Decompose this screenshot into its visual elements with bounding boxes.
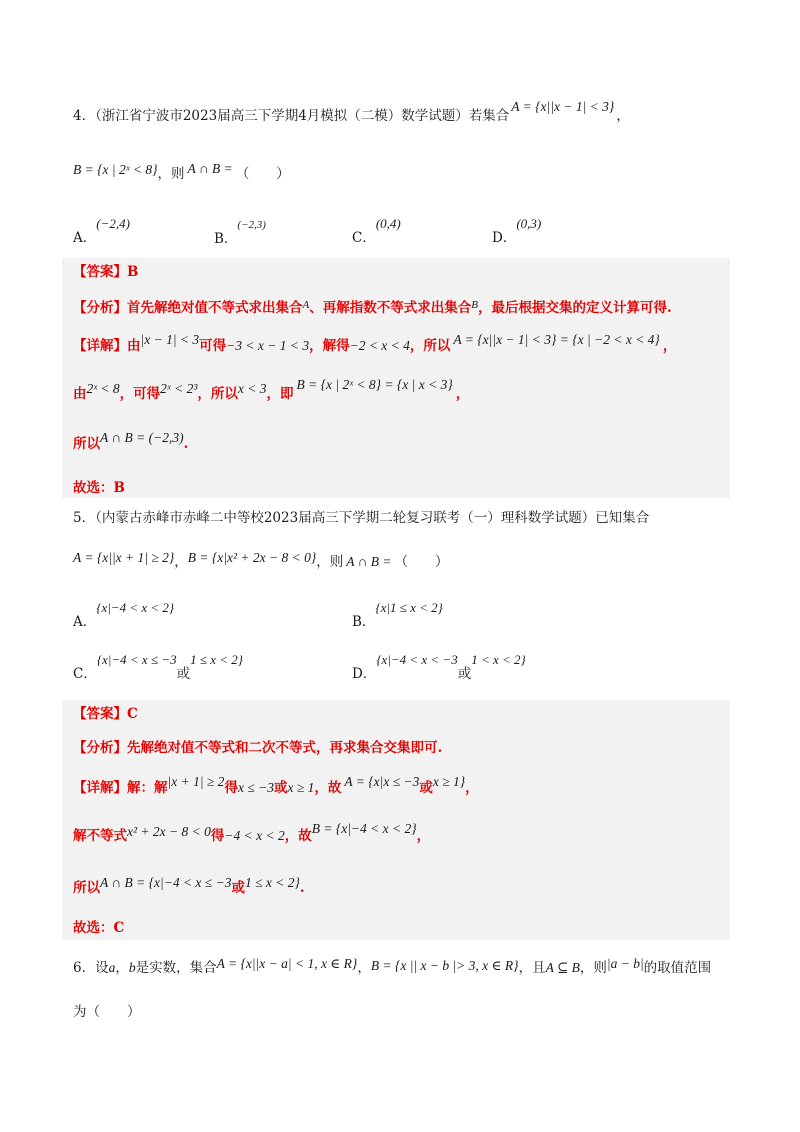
detail-text: . [299, 880, 305, 896]
detail-text: 或 [231, 880, 245, 896]
analysis-text: 先解绝对值不等式和二次不等式，再求集合交集即可. [127, 740, 443, 756]
option-label: A． [73, 230, 97, 246]
detail-label: 【详解】 [73, 338, 127, 354]
math-expr: −4 < x < 2 [224, 828, 285, 843]
question-text: 设 [95, 960, 109, 976]
math-expr: A ∩ B = {x|−4 < x ≤ −3 [100, 875, 232, 890]
question-text: 是实数，集合 [135, 960, 217, 976]
detail-text: ， [662, 338, 677, 354]
math-expr: −2 < x < 4 [349, 338, 410, 353]
analysis-text: 、再解指数不等式求出集合 [309, 300, 472, 316]
q4-solution-panel [62, 258, 730, 498]
math-expr: A ∩ B = (−2,3) [100, 430, 184, 445]
question-number: 5． [73, 510, 96, 526]
detail-row-1 [73, 774, 479, 798]
option-value: {x|−4 < x < −3 [376, 652, 458, 667]
q5-stem-line2 [73, 552, 449, 572]
detail-text: 可得 [199, 338, 227, 354]
detail-text: ，解得 [309, 338, 350, 354]
q4-option-c [352, 216, 401, 248]
analysis-row [73, 298, 672, 319]
math-expr: x ≤ −3 [237, 780, 274, 795]
option-value: (0,4) [375, 216, 401, 231]
answer-value: C [127, 706, 138, 722]
detail-text: 由 [73, 386, 87, 402]
answer-value: B [127, 264, 139, 280]
answer-paren: （ ） [394, 554, 449, 570]
detail-text: 所以 [73, 880, 100, 896]
detail-text: 得 [224, 780, 238, 796]
analysis-set-a: A [302, 299, 310, 311]
detail-text: 所以 [73, 436, 100, 452]
detail-text: ，故 [314, 780, 342, 796]
math-expr: A = {x|x ≤ −3 [344, 774, 420, 789]
q4-option-d [492, 216, 542, 248]
or-text: 或 [176, 666, 191, 682]
math-expr: B = {x|−4 < x < 2} [311, 821, 417, 836]
detail-label: 【详解】 [73, 780, 127, 796]
math-expr: x < 3 [237, 381, 267, 396]
math-expr: A = {x||x − 1| < 3} = {x | −2 < x < 4} [453, 332, 660, 347]
option-value: 1 ≤ x < 2} [190, 652, 243, 667]
detail-row-2 [73, 377, 470, 404]
answer-label: 【答案】 [73, 706, 127, 722]
math-expr: x² + 2x − 8 < 0 [127, 824, 211, 839]
q5-option-a [73, 600, 175, 632]
question-text: ，则 [579, 960, 607, 976]
detail-text: 由 [127, 338, 141, 354]
subset-relation: A ⊆ B [545, 960, 580, 975]
comma: ， [357, 960, 371, 976]
math-expr: 1 ≤ x < 2} [244, 875, 300, 890]
detail-text: ，即 [266, 386, 294, 402]
detail-text: . [183, 436, 189, 452]
conclusion-row: 故选：B [73, 480, 125, 496]
answer-row [73, 704, 138, 724]
q5-option-c [73, 652, 243, 684]
question-text: 的取值范围 [643, 960, 712, 976]
analysis-label: 【分析】 [73, 740, 127, 756]
option-value: (−2,3) [237, 219, 266, 231]
option-label: D． [492, 230, 517, 246]
math-expr: x ≥ 1} [432, 774, 466, 789]
q6-stem [73, 958, 711, 978]
then-text: ，则 [316, 554, 344, 570]
option-value: 1 < x < 2} [471, 652, 526, 667]
or-text: 或 [457, 666, 472, 682]
detail-text: ， [416, 828, 431, 844]
detail-row-3 [73, 430, 189, 454]
detail-text: 解不等式 [73, 828, 127, 844]
detail-text: ，可得 [119, 386, 161, 402]
detail-text: ，所以 [409, 338, 451, 354]
option-value: (−2,4) [96, 216, 130, 231]
set-b-formula: B = {x || x − b |> 3, x ∈ R} [370, 958, 519, 973]
set-a-formula: A = {x||x + 1| ≥ 2} [73, 550, 175, 565]
q4-option-b [214, 219, 266, 249]
q5-solution-panel [62, 700, 730, 940]
question-source: （浙江省宁波市2023届高三下学期4月模拟（二模）数学试题）若集合 [95, 108, 510, 124]
math-expr: −3 < x − 1 < 3 [226, 338, 310, 353]
q5-option-d [352, 652, 526, 684]
set-b-formula: B = {x|x² + 2x − 8 < 0} [187, 550, 317, 565]
q4-stem [73, 99, 630, 126]
answer-label: 【答案】 [73, 264, 127, 280]
analysis-row [73, 738, 442, 758]
question-number: 4． [73, 108, 96, 124]
option-label: D． [352, 666, 377, 682]
math-expr: 2ˣ < 8 [86, 381, 120, 396]
detail-text: ，故 [284, 828, 312, 844]
q5-stem [73, 508, 649, 528]
question-number: 6． [73, 960, 96, 976]
set-b-formula: B = {x | 2ˣ < 8} [73, 162, 158, 177]
option-label: C． [352, 230, 376, 246]
math-expr: x ≥ 1 [287, 780, 315, 795]
detail-text: ，所以 [197, 386, 238, 402]
comma: ， [616, 108, 630, 124]
math-expr: |x − 1| < 3 [140, 332, 200, 347]
question-source: （内蒙古赤峰市赤峰二中等校2023届高三下学期二轮复习联考（一）理科数学试题）已知集合 [95, 510, 650, 526]
detail-row-3 [73, 875, 305, 898]
answer-paren: （ ） [235, 166, 290, 182]
then-text: ，则 [157, 166, 185, 182]
variable-b: b [128, 960, 136, 975]
question-text: ，且 [518, 960, 546, 976]
analysis-text: ，最后根据交集的定义计算可得. [477, 300, 672, 316]
detail-text: ， [465, 780, 479, 796]
option-value: {x|−4 < x ≤ −3 [96, 652, 177, 667]
detail-text: 或 [419, 780, 433, 796]
variable-a: a [108, 960, 116, 975]
option-label: C． [73, 666, 97, 682]
math-expr: |x + 1| ≥ 2 [167, 774, 225, 789]
analysis-set-b: B [471, 299, 478, 311]
set-a-formula: A = {x||x − 1| < 3} [511, 99, 615, 114]
abs-expr: |a − b| [606, 956, 644, 971]
conclusion-row: 故选：C [73, 920, 125, 936]
option-value: {x|1 ≤ x < 2} [375, 600, 443, 615]
intersection-expr: A ∩ B = [187, 161, 233, 176]
detail-text: 解：解 [127, 780, 168, 796]
analysis-label: 【分析】 [73, 300, 127, 316]
option-label: B． [352, 614, 376, 630]
detail-text: ， [455, 386, 470, 402]
intersection-expr: A ∩ B = [346, 554, 392, 569]
option-label: B． [214, 231, 238, 247]
detail-row-2 [73, 821, 431, 846]
option-value: {x|−4 < x < 2} [96, 600, 175, 615]
detail-row-1 [73, 332, 677, 356]
math-expr: B = {x | 2ˣ < 8} = {x | x < 3} [296, 377, 453, 392]
detail-text: 得 [210, 828, 225, 844]
q4-option-a [73, 216, 130, 248]
analysis-text: 首先解绝对值不等式求出集合 [127, 300, 303, 316]
detail-text: 或 [273, 780, 288, 796]
math-expr: 2ˣ < 2³ [160, 381, 198, 396]
comma: ， [174, 554, 188, 570]
separator: ， [115, 960, 129, 976]
option-label: A． [73, 614, 97, 630]
answer-row [73, 262, 138, 282]
option-value: (0,3) [516, 216, 542, 231]
set-a-formula: A = {x||x − a| < 1, x ∈ R} [216, 956, 358, 971]
q5-option-b [352, 600, 443, 632]
q6-stem-line2: 为（ ） [73, 1004, 141, 1020]
q4-stem-line2 [73, 161, 290, 184]
